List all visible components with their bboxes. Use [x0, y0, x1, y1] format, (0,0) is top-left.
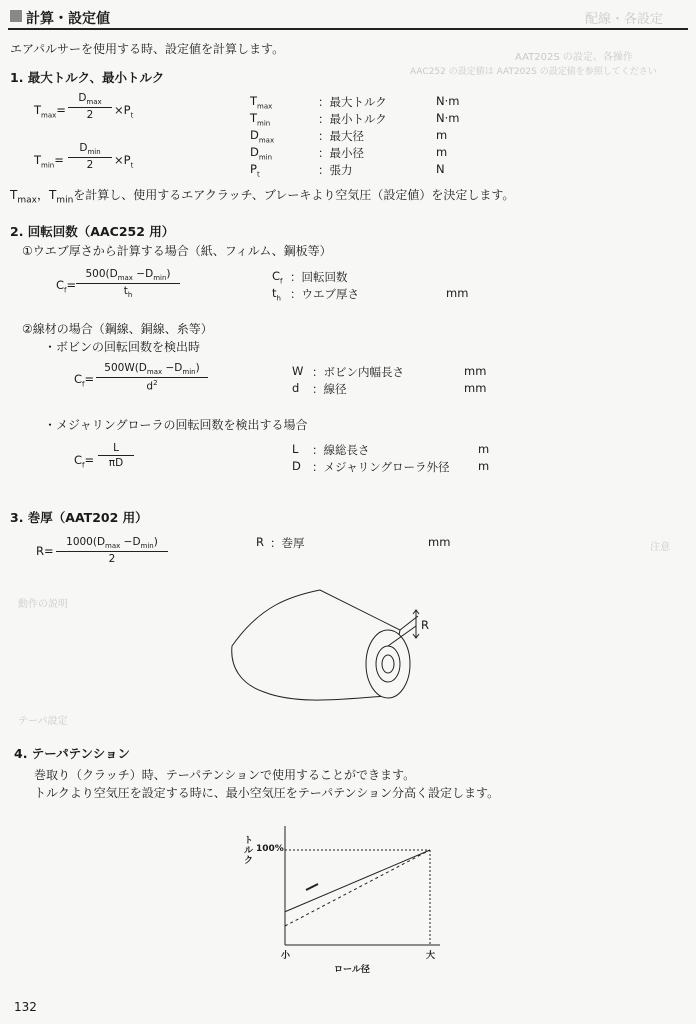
s2-legend2-unit: mm — [464, 364, 487, 378]
s1-formula-1-fraction: $D_{max}$ 2 — [68, 92, 112, 121]
s2-formula-3-fraction: L πD — [98, 442, 134, 469]
s1-legend-sym: $T_{max}$ — [250, 94, 273, 111]
s2-legend2-unit: mm — [464, 381, 487, 395]
s2-case2: ②線材の場合（鋼線、銅線、糸等） — [22, 322, 213, 336]
s2-formula-2-lhs: $C_f=$ — [74, 372, 95, 389]
s2-legend1-sym: $t_h$ — [272, 286, 281, 303]
s4-heading: 4. テーパテンション — [14, 746, 130, 761]
page-number: 132 — [14, 1000, 37, 1014]
intro-text: エアパルサーを使用する時、設定値を計算します。 — [10, 42, 285, 56]
s2-legend3-sym: D — [292, 459, 301, 473]
s4-line1: 巻取り（クラッチ）時、テーパテンションで使用することができます。 — [34, 768, 416, 782]
s3-legend-sym: R — [256, 535, 264, 549]
s3-formula-lhs: R= — [36, 544, 54, 558]
chart-series-solid — [285, 850, 430, 912]
s1-legend-desc: ：張力 — [318, 163, 353, 177]
s2-legend3-unit: m — [478, 442, 490, 456]
chart-series-dashed — [285, 850, 430, 926]
roll-thickness-label: R — [421, 618, 429, 632]
s1-legend-sym: $D_{min}$ — [250, 145, 273, 162]
s2-legend1-desc: ：回転回数 — [290, 270, 348, 284]
s1-legend-unit: N·m — [436, 111, 460, 125]
s2-formula-1-fraction: $500(D_{max} -D_{min})$ $t_h$ — [76, 268, 180, 299]
bleed-through-text: AAT202S の設定、各操作 — [515, 52, 633, 63]
chart-y-label: トルク — [244, 836, 254, 866]
s2-legend3-unit: m — [478, 459, 490, 473]
s2-case2b: ・メジャリングローラの回転回数を検出する場合 — [44, 418, 308, 432]
s1-legend-sym: $D_{max}$ — [250, 128, 275, 145]
s1-formula-2-fraction: $D_{min}$ 2 — [68, 142, 112, 171]
s2-case1: ①ウエブ厚さから計算する場合（紙、フィルム、鋼板等） — [22, 244, 332, 258]
bleed-through-text: 動作の説明 — [18, 599, 68, 610]
s2-legend1-desc: ：ウエブ厚さ — [290, 287, 359, 301]
s2-legend2-desc: ：線径 — [312, 382, 347, 396]
s2-legend1-unit: mm — [446, 286, 469, 300]
s1-heading: 1. 最大トルク、最小トルク — [10, 70, 165, 85]
chart-y-tick: 100% — [256, 844, 284, 854]
section-title: 計算・設定値 — [26, 11, 110, 27]
s1-legend-unit: m — [436, 128, 448, 142]
s2-legend3-desc: ：メジャリングローラ外径 — [312, 460, 450, 474]
s1-formula-2-lhs: $T_{min}=$ — [34, 153, 64, 170]
s1-legend-desc: ：最大径 — [318, 129, 364, 143]
s2-legend2-desc: ：ボビン内幅長さ — [312, 365, 404, 379]
bleed-through-text: AAC252 の設定値は AAT202S の設定値を参照してください — [410, 67, 657, 77]
s2-case2a: ・ボビンの回転回数を検出時 — [44, 340, 201, 354]
section-square-icon — [10, 10, 22, 22]
s2-formula-3-lhs: $C_f=$ — [74, 453, 95, 470]
chart-x-tick-left: 小 — [281, 951, 291, 961]
s3-legend-unit: mm — [428, 535, 451, 549]
s1-formula-2-rhs: $\times P_t$ — [114, 153, 134, 170]
s1-note: $T_{max}$，$T_{min}$を計算し、使用するエアクラッチ、ブレーキより空気圧（設定値）を決定します。 — [10, 188, 515, 206]
chart-x-label: ロール径 — [334, 965, 370, 975]
s3-heading: 3. 巻厚（AAT202 用） — [10, 510, 148, 525]
s2-heading: 2. 回転回数（AAC252 用） — [10, 224, 175, 239]
s2-legend2-sym: d — [292, 381, 300, 395]
header-rule — [8, 28, 688, 30]
s1-formula-1-lhs: $T_{max}=$ — [34, 103, 66, 120]
bleed-through-text: テーパ設定 — [18, 716, 68, 727]
bleed-through-text: 配線・各設定 — [585, 12, 664, 27]
s1-formula-1-rhs: $\times P_t$ — [114, 103, 134, 120]
bleed-through-text: 注意 — [650, 542, 670, 553]
s1-legend-desc: ：最小トルク — [318, 112, 387, 126]
roll-illustration — [220, 586, 440, 718]
s1-legend-sym: $P_t$ — [250, 162, 260, 179]
s3-legend-desc: ：巻厚 — [270, 536, 305, 550]
s2-formula-2-fraction: $500W(D_{max} -D_{min})$ $d^2$ — [96, 362, 208, 393]
s2-legend3-sym: L — [292, 442, 299, 456]
s3-formula-fraction: $1000(D_{max} -D_{min})$ 2 — [56, 536, 168, 565]
s2-legend2-sym: W — [292, 364, 304, 378]
s2-legend3-desc: ：線総長さ — [312, 443, 370, 457]
s1-legend-unit: N·m — [436, 94, 460, 108]
s1-legend-unit: N — [436, 162, 445, 176]
s1-legend-desc: ：最小径 — [318, 146, 364, 160]
s1-legend-desc: ：最大トルク — [318, 95, 387, 109]
s2-legend1-sym: $C_f$ — [272, 269, 283, 286]
s1-legend-unit: m — [436, 145, 448, 159]
s1-legend-sym: $T_{min}$ — [250, 111, 271, 128]
s2-formula-1-lhs: $C_f=$ — [56, 278, 77, 295]
chart-x-tick-right: 大 — [426, 951, 436, 961]
s4-line2: トルクより空気圧を設定する時に、最小空気圧をテーパテンション分高く設定します。 — [34, 786, 500, 800]
chart-arrow-mark — [306, 884, 318, 890]
